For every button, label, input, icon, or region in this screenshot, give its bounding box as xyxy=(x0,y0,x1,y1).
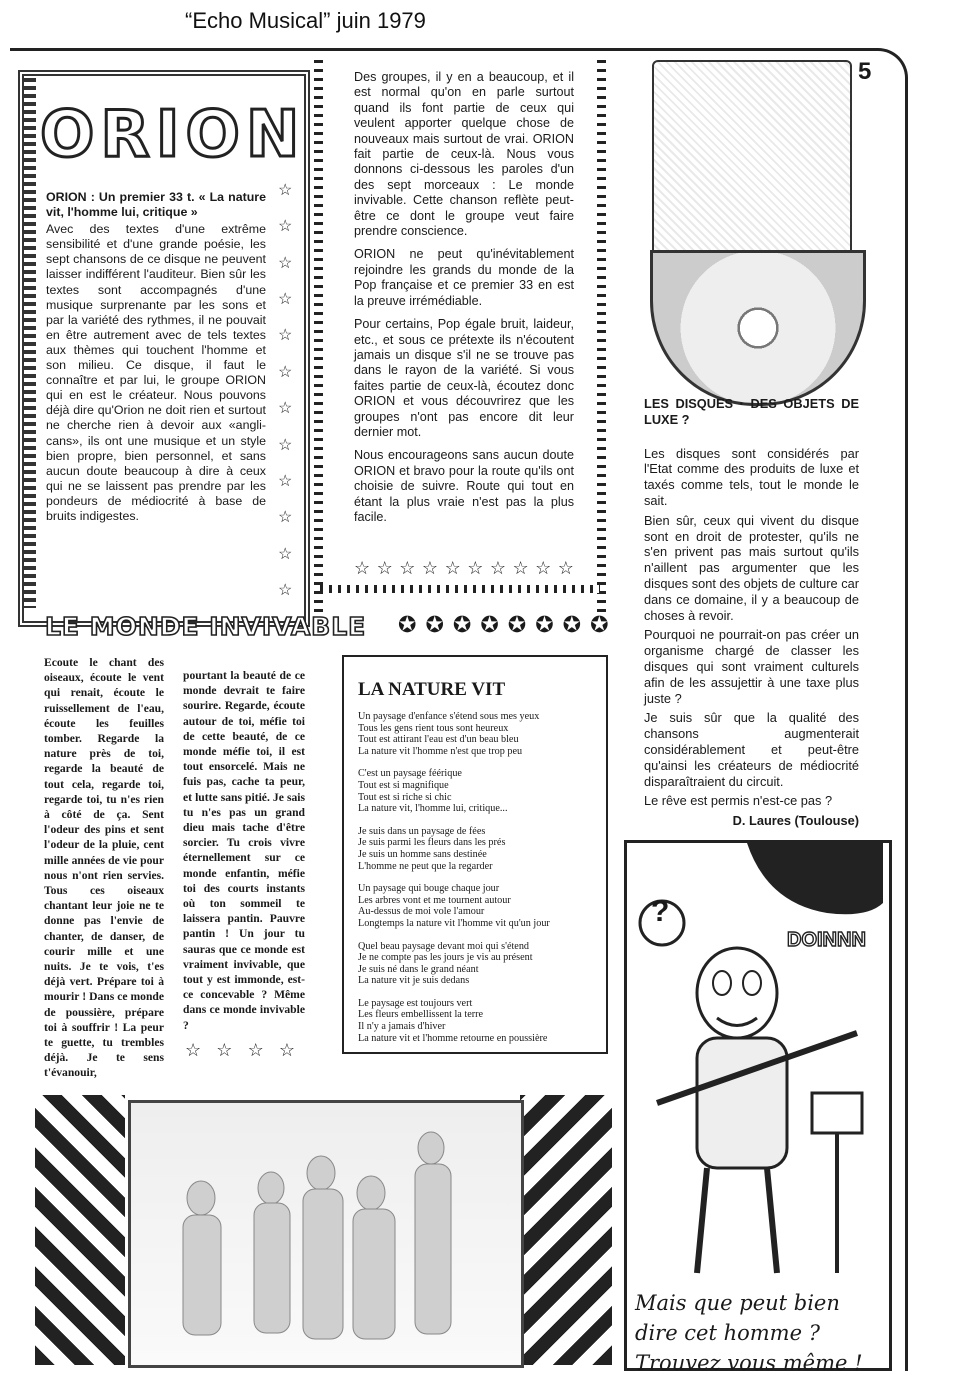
poem-title: LA NATURE VIT xyxy=(358,679,506,700)
star-icon: ☆ xyxy=(399,558,416,578)
dot-icon: ✪ xyxy=(590,612,612,637)
star-icon: ☆ xyxy=(278,254,293,272)
star-icon: ☆ xyxy=(278,545,293,563)
star-column xyxy=(278,180,294,600)
cartoon-caption: Mais que peut bien dire cet homme ? Trouvez vous même ! xyxy=(635,1291,863,1375)
poem-line: Tout est attirant l'eau est d'un beau bleu xyxy=(358,734,519,746)
star-icon: ☆ xyxy=(489,558,506,578)
middle-p3: Pour certains, Pop égale bruit, laideur, etc., et sous ce prétexte ils n'écoutent jamais un disque s'il ne se trouve pas dans le rayon de la variété. Si vous faites partie de ceux-là, écoutez donc ORION et vous découvrirez que les groupes n'ont pas encore dit leur dernier mot. xyxy=(354,317,574,439)
poem-line: Au-dessus de moi vole l'amour xyxy=(358,906,485,918)
luxury-title: LES DISQUES · DES OBJETS DE LUXE ? xyxy=(644,396,859,427)
star-icon: ☆ xyxy=(444,558,461,578)
star-icon: ☆ xyxy=(216,1040,233,1060)
luxury-article xyxy=(644,396,859,837)
middle-p1: Des groupes, il y en a beaucoup, et il est normal qu'on en parle surtout quand ils font partie de ceux qui veulent apporter quelque chose de nouveaux mais surtout de vrai. ORION fait partie de ceux-là. Nous vous donnons ci-dessous les paroles d'un des sept morceaux : Le monde invivable. Cette chanson reflète peut-être ce dont le groupe veut faire prendre conscience. xyxy=(354,70,574,239)
question-mark: ? xyxy=(651,895,670,928)
luxury-p1: Les disques sont considérés par l'Etat comme des produits de luxe et taxés comme tels, tout le monde le sait. xyxy=(644,445,859,508)
dot-icon: ✪ xyxy=(480,612,502,637)
stripe-frame-right xyxy=(520,1095,612,1365)
star-row-monde xyxy=(185,1040,295,1061)
poem-line: La nature vit, l'homme lui, critique... xyxy=(358,803,508,815)
star-icon: ☆ xyxy=(278,182,293,199)
star-icon: ☆ xyxy=(278,436,293,454)
star-row-middle xyxy=(354,558,574,579)
cartoon-sound: DOINNN xyxy=(787,929,866,951)
greek-border-left xyxy=(24,78,36,608)
dot-icon: ✪ xyxy=(398,612,420,637)
star-icon: ☆ xyxy=(376,558,393,578)
stripe-frame-left xyxy=(35,1095,125,1365)
star-icon: ☆ xyxy=(354,558,371,578)
poem-stanza xyxy=(358,711,598,757)
cartoon-frame xyxy=(624,840,892,1375)
middle-article xyxy=(354,70,574,533)
dot-icon: ✪ xyxy=(535,612,557,637)
monde-col1: Ecoute le chant des oiseaux, écoute le vent qui renait, écoute le ruissellement de l'eau, écoute les feuilles tomber. Regarde la nature près de toi, regarde la beauté de tout cela, regarde toi, regarde toi, tu n'es rien à côté de ça. Sent l'odeur des pins et sent l'odeur de la pluie, cent mille années de vie pour nous n'ont rien servies. Tous ces oiseaux chantant leur joie ne te donne pas l'envie de chanter, de danser, de courir mille et une nuits. Je te vois, t'es déjà vert. Prépare toi à mourir ! Dans ce monde de poussière, prépare toi à souffrir ! La peur te guette, tu trembles déjà. Je te sens t'évanouir, xyxy=(44,656,164,1080)
poem-line: La nature vit l'homme n'est que trop peu xyxy=(358,745,523,757)
star-icon: ☆ xyxy=(535,558,552,578)
poem-content xyxy=(358,679,598,1055)
star-icon: ☆ xyxy=(278,327,293,345)
poem-box xyxy=(342,655,608,1054)
star-icon: ☆ xyxy=(185,1040,202,1060)
poem-line: Longtemps la nature vit l'homme vit qu'un jour xyxy=(358,917,550,929)
star-icon: ☆ xyxy=(247,1040,264,1060)
poem-stanza xyxy=(358,768,598,814)
star-icon: ☆ xyxy=(512,558,529,578)
star-icon: ☆ xyxy=(278,581,293,599)
poem-line: Tout est si riche si chic xyxy=(358,791,452,803)
header-caption: “Echo Musical” juin 1979 xyxy=(185,8,426,33)
luxury-p5: Le rêve est permis n'est-ce pas ? xyxy=(644,793,833,809)
poem-line: Les arbres vont et me tournent autour xyxy=(358,894,511,906)
dot-icon: ✪ xyxy=(507,612,530,637)
poem-line: Je suis parmi les fleurs dans les prés xyxy=(358,837,506,849)
chain-border-right xyxy=(597,60,606,615)
band-photo xyxy=(128,1100,524,1368)
poem-stanza xyxy=(358,998,598,1044)
dot-icon: ✪ xyxy=(452,612,475,637)
monde-headline: LE MONDE INVIVABLE xyxy=(45,612,367,641)
poem-stanza xyxy=(358,941,598,987)
dot-icon: ✪ xyxy=(425,612,447,637)
band-silhouettes xyxy=(131,1103,515,1359)
star-icon: ☆ xyxy=(278,291,293,309)
chain-border-left xyxy=(314,60,323,620)
star-icon: ☆ xyxy=(278,400,293,418)
middle-p4: Nous encourageons sans aucun doute ORION et bravo pour la route qu'ils ont choisie de suivre. Route qui tout en étant la plus vraie n'est pas la plus facile. xyxy=(354,448,574,524)
orion-logo: ORION xyxy=(40,98,306,172)
poem-stanzas xyxy=(358,711,598,1044)
poem-line: Je suis dans un paysage de fées xyxy=(358,825,486,837)
star-icon: ☆ xyxy=(421,558,439,578)
luxury-p3: Pourquoi ne pourrait-on pas créer un organisme chargé de classer les disques qui sont vraiment culturels afin de les assujettir à une taxe plus juste ? xyxy=(644,627,859,706)
poem-line: Quel beau paysage devant moi qui s'étend xyxy=(358,940,530,952)
dot-icon: ✪ xyxy=(562,612,585,637)
orion-body: Avec des textes d'une extrême sensibilité et d'une grande poésie, les sept chansons de ce disque ne peuvent laisser indifférent l'auditeur. Bien sûr les textes sont accompagnés d'une musique surprenante par les sons et par la variété des rythmes, il ne pouvait en être autrement avec de tels textes aux thèmes qui touchent l'homme et son milieu. Ce disque, il faut le connaître et par lui, le groupe ORION qui en est le créateur. Nous pouvons déjà dire qu'Orion ne doit rien et surtout ne cherche rien à devoir aux «angli-cans», ils ont une musique et un style bien propre, bien personnel, et sans aucun doute beaucoup à dire à ceux qui ne se laissent pas prendre par les pondeurs de médiocrité à base de bruits indigestes. xyxy=(46,222,266,523)
poem-line: La nature vit et l'homme retourne en poussière xyxy=(358,1032,548,1044)
chain-border-bottom xyxy=(320,585,600,593)
poem-line: Il n'y a jamais d'hiver xyxy=(358,1021,446,1033)
poem-line: Tout est si magnifique xyxy=(358,779,449,791)
orion-lead: ORION : Un premier 33 t. « La nature vit, l'homme lui, critique » xyxy=(46,190,266,220)
luxury-signature: D. Laures (Toulouse) xyxy=(732,813,859,829)
poem-line: Un paysage qui bouge chaque jour xyxy=(358,883,500,895)
middle-p2: ORION ne peut qu'inévitablement rejoindre les grands du monde de la Pop française et ce premier 33 en est la preuve irrémédiable. xyxy=(354,247,574,308)
luxury-p4: Je suis sûr que la qualité des chansons augmenterait considérablement et peut-être qu'ainsi les créateurs de médiocrité disparaîtraient du circuit. xyxy=(644,710,859,789)
orion-article xyxy=(46,190,266,532)
poem-line: Le paysage est toujours vert xyxy=(358,997,473,1009)
star-icon: ☆ xyxy=(278,509,293,527)
poem-line: C'est un paysage féérique xyxy=(358,768,462,780)
star-icon: ☆ xyxy=(278,1040,295,1060)
poem-line: Je ne compte pas les jours je vis au présent xyxy=(358,952,533,964)
dot-row xyxy=(398,612,612,638)
poem-stanza xyxy=(358,883,598,929)
poem-line: Tous les gens rient tous sont heureux xyxy=(358,722,509,734)
star-icon: ☆ xyxy=(467,558,484,578)
poem-line: Je suis un homme sans destinée xyxy=(358,848,487,860)
poem-line: Je suis né dans le grand néant xyxy=(358,963,479,975)
poem-line: Les fleurs embellissent la terre xyxy=(358,1009,484,1021)
poem-line: L'homme ne peut que la regarder xyxy=(358,860,493,872)
star-icon: ☆ xyxy=(278,363,293,381)
star-icon: ☆ xyxy=(278,472,293,490)
poem-stanza xyxy=(358,826,598,872)
poem-line: Un paysage d'enfance s'étend sous mes yeux xyxy=(358,711,540,722)
monde-col2: pourtant la beauté de ce monde devrait te faire sourire. Regarde, écoute autour de toi, méfie toi de cette beauté, de ce monde méfie toi, il est tout ensorcelé. Mais ne fuis pas, cache ta peur, et lutte sans pitié. Je sais tu n'es pas un grand dieu mais tache d'être sorcier. Tu crois vivre éternellement sur ce monde enfantin, méfie toi des courts instants où ton sommeil te laissera pantin. Pauvre pantin ! Un jour tu sauras que ce monde est vraiment invivable, que tout y est immonde, est-ce concevable ? Même dans ce monde invivable ? xyxy=(183,669,305,1032)
page-number: 5 xyxy=(858,58,872,85)
poem-line: La nature vit je suis dedans xyxy=(358,975,470,987)
star-icon: ☆ xyxy=(278,218,293,236)
luxury-p2: Bien sûr, ceux qui vivent du disque sont en droit de protester, qu'ils ne s'en privent pas mais surtout qu'ils n'aillent pas argumenter que les disques sont des objets de culture car dans ce domaine, il y a beaucoup de choses à revoir. xyxy=(644,512,859,623)
star-icon: ☆ xyxy=(557,558,574,578)
